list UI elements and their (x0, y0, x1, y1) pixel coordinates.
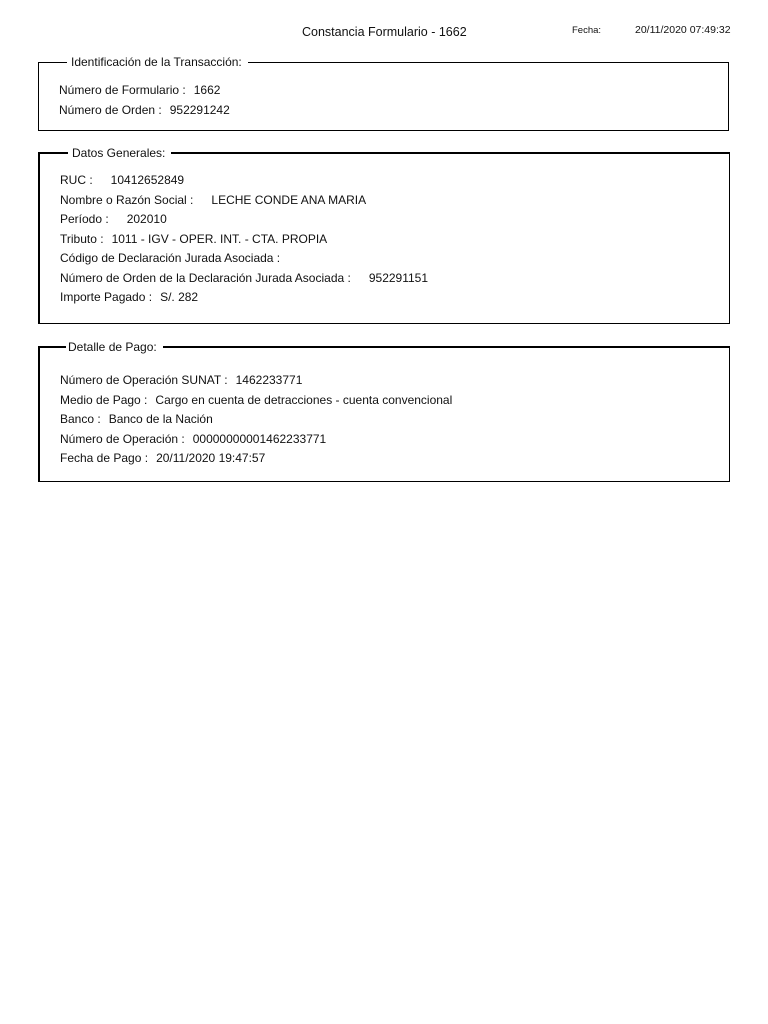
document-title: Constancia Formulario - 1662 (302, 25, 467, 39)
fecha-value: 20/11/2020 07:49:32 (635, 24, 731, 36)
field-label: RUC : (60, 173, 93, 187)
field-value: LECHE CONDE ANA MARIA (211, 192, 367, 207)
section-detalle-pago (38, 340, 730, 482)
field-value: 10412652849 (110, 173, 185, 187)
field-value: 1011 - IGV - OPER. INT. - CTA. PROPIA (111, 231, 328, 246)
field-label: Nombre o Razón Social : (60, 192, 194, 207)
field-value: S/. 282 (160, 290, 199, 304)
field-tributo (60, 230, 428, 250)
field-periodo (60, 210, 428, 230)
field-razon-social (60, 191, 428, 211)
field-label: Medio de Pago : (60, 392, 148, 407)
identificacion-rows (59, 81, 230, 120)
section-identificacion (38, 55, 729, 131)
field-label: Número de Formulario : (59, 83, 186, 97)
fecha-label: Fecha: (572, 25, 602, 36)
field-numero-formulario (59, 81, 230, 101)
field-importe-pagado (60, 288, 428, 308)
field-value: Banco de la Nación (108, 412, 213, 426)
field-label: Importe Pagado : (60, 290, 153, 304)
detalle-pago-rows (60, 371, 452, 469)
datos-generales-rows (60, 171, 428, 308)
field-codigo-declaracion (60, 249, 428, 269)
section-datos-generales (38, 146, 730, 324)
section-identificacion-legend: Identificación de la Transacción: (67, 53, 248, 71)
field-numero-orden-declaracion (60, 269, 428, 289)
field-medio-pago (60, 391, 452, 411)
field-label: Número de Operación : (60, 431, 185, 446)
field-value: 202010 (126, 212, 167, 226)
field-label: Fecha de Pago : (60, 451, 149, 465)
field-label: Número de Operación SUNAT : (60, 373, 228, 387)
field-value: 952291242 (169, 102, 230, 117)
field-label: Código de Declaración Jurada Asociada : (60, 251, 281, 265)
field-numero-operacion (60, 430, 452, 450)
field-value: 952291151 (368, 270, 429, 285)
field-value: 20/11/2020 19:47:57 (156, 451, 266, 465)
field-value: 1462233771 (235, 373, 303, 387)
field-numero-orden (59, 101, 230, 121)
field-banco (60, 410, 452, 430)
field-value: Cargo en cuenta de detracciones - cuenta convencional (155, 392, 453, 407)
field-value: 1662 (193, 83, 221, 97)
field-label: Banco : (60, 412, 101, 426)
field-value: 00000000001462233771 (192, 431, 327, 446)
field-label: Número de Orden de la Declaración Jurada Asociada : (60, 270, 351, 285)
field-label: Período : (60, 212, 109, 226)
section-detalle-pago-legend: Detalle de Pago: (66, 338, 163, 356)
field-ruc (60, 171, 428, 191)
section-datos-generales-legend: Datos Generales: (68, 144, 171, 162)
field-fecha-pago (60, 449, 452, 469)
field-label: Número de Orden : (59, 102, 162, 117)
field-label: Tributo : (60, 231, 104, 246)
field-numero-operacion-sunat (60, 371, 452, 391)
